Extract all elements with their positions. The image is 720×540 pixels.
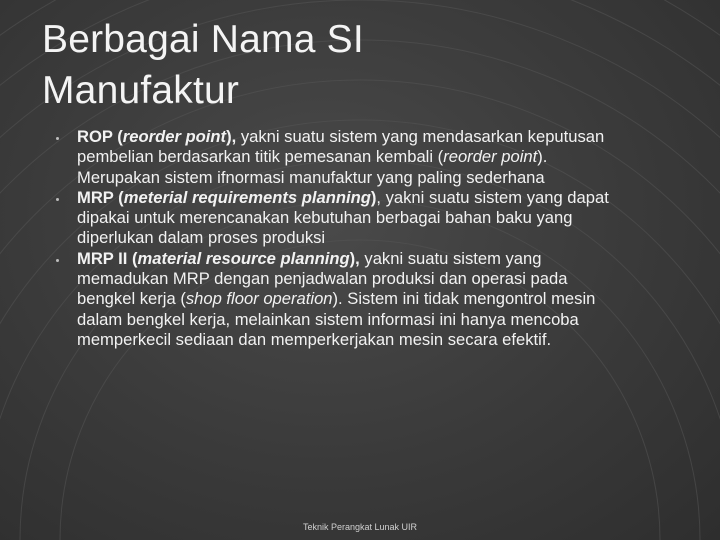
item-text-rest: ). Sistem ini tidak mengontrol mesin dalam bengkel kerja, melainkan sistem informasi ini hanya mencoba memperkecil sediaan dan memperkerjakan mesin secara efektif.: [77, 289, 596, 349]
term-italic: meterial requirements planning: [123, 187, 371, 207]
item-text: , yakni suatu sistem yang dapat dipakai untuk merencanakan kebutuhan berbagai bahan baku yang diperlukan dalam proses produksi: [77, 187, 609, 248]
item-text-rest: ). Merupakan sistem ifnormasi manufaktur yang paling sederhana: [77, 147, 548, 187]
term-mrp: [77, 188, 376, 207]
term-italic: reorder point: [122, 127, 227, 146]
item-text: yakni suatu sistem yang memadukan MRP dengan penjadwalan produksi dan operasi pada bengkel kerja (: [77, 248, 568, 309]
term-prefix: MRP II (: [77, 248, 138, 268]
bullet-icon: [56, 198, 59, 201]
bullet-icon: [56, 259, 59, 262]
slide-title: [42, 14, 682, 116]
bullet-icon: [56, 137, 59, 140]
list-item-rop: [56, 127, 626, 188]
list-item-mrp: [56, 188, 626, 249]
term-rop: [77, 127, 236, 146]
term-suffix: ): [370, 187, 377, 207]
title-line-2: Manufaktur: [42, 69, 240, 112]
term-suffix: ),: [349, 248, 360, 268]
item-text: yakni suatu sistem yang mendasarkan keputusan pembelian berdasarkan titik pemesanan kembali (: [77, 127, 605, 167]
term-prefix: MRP (: [77, 187, 124, 207]
term-prefix: ROP (: [77, 127, 123, 146]
term-mrp-ii: [77, 249, 360, 268]
title-line-1: Berbagai Nama SI: [42, 18, 364, 61]
list-item-mrp-ii: [56, 249, 626, 350]
footer-text: Teknik Perangkat Lunak UIR: [302, 522, 418, 532]
term-italic: material resource planning: [137, 248, 350, 268]
bullet-list: [56, 127, 626, 350]
item-text-italic: reorder point: [443, 147, 538, 167]
item-text-italic: shop floor operation: [185, 289, 333, 309]
term-suffix: ),: [226, 127, 237, 146]
